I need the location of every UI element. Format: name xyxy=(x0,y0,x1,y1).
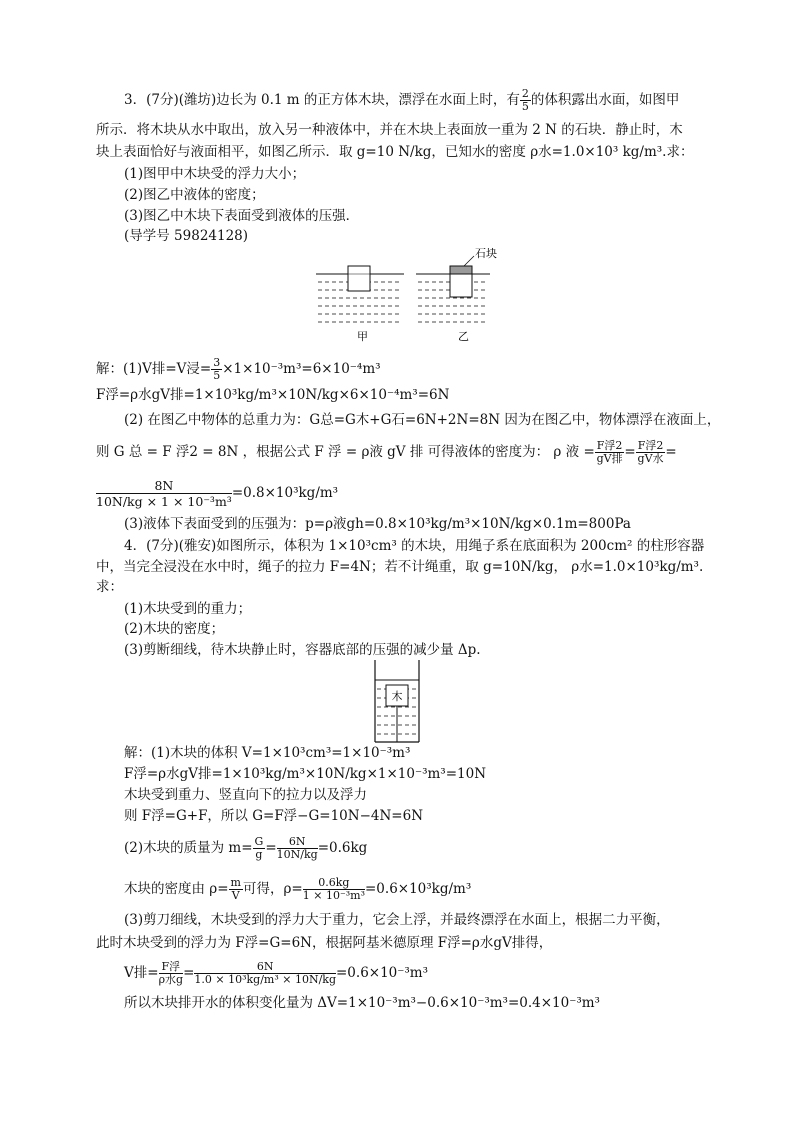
text: V排= xyxy=(124,965,159,981)
figure-b-liquid xyxy=(416,256,490,322)
q4-solution-mass xyxy=(124,836,367,861)
fraction xyxy=(277,836,318,861)
q3-guide-number: (导学号 59824128) xyxy=(124,228,249,244)
q3-solution-2-line-1: (2) 在图乙中物体的总重力为：G总=G木+G石=6N+2N=8N 因为在图乙中，物体漂浮在液面上， xyxy=(124,412,721,428)
q4-figure xyxy=(372,658,422,744)
figure-a-water xyxy=(316,266,404,322)
q3-line-3: 块上表面恰好与液面相平，如图乙所示．取 g=10 N/kg，已知水的密度 ρ水=1.0×10³ kg/m³.求： xyxy=(96,144,694,160)
q4-subquestion-3: (3)剪断细线，待木块静止时，容器底部的压强的减少量 Δp. xyxy=(124,642,481,658)
q3-subquestion-2: (2)图乙中液体的密度； xyxy=(124,187,265,203)
text: 木块的密度由 ρ= xyxy=(124,881,229,897)
figure-b-label: 乙 xyxy=(458,330,469,343)
fraction-numerator: 0.6kg xyxy=(303,877,365,890)
fraction xyxy=(636,440,666,465)
q4-solution-line-2: F浮=ρ水gV排=1×10³kg/m³×10N/kg×1×10⁻³m³=10N xyxy=(124,766,487,782)
fraction-denominator: 1.0 × 10³kg/m³ × 10N/kg xyxy=(194,973,336,986)
figure-b-wood-block xyxy=(450,274,472,297)
q4-heading: 4．(7分)(雅安)如图所示，体积为 1×10³cm³ 的木块，用绳子系在底面积为 200cm² 的柱形容器 xyxy=(124,538,705,554)
text: 可得，ρ= xyxy=(242,881,303,897)
q3-line-2: 所示．将木块从水中取出，放入另一种液体中，并在木块上表面放一重为 2 N 的石块．静止时，木 xyxy=(96,122,683,138)
q3-solution-2-line-3 xyxy=(96,478,338,509)
text: ×1×10⁻³m³=6×10⁻⁴m³ xyxy=(222,361,381,377)
text: = xyxy=(183,965,195,981)
q3-heading-text-b: 的体积露出水面，如图甲 xyxy=(530,92,680,108)
text: 解：(1)V排=V浸= xyxy=(96,361,212,377)
figure-b-stone xyxy=(450,266,472,274)
q4-solution-3-line-1: (3)剪刀细线，木块受到的浮力大于重力，它会上浮，并最终漂浮在水面上，根据二力平衡， xyxy=(124,912,670,928)
fraction-denominator: gV水 xyxy=(637,452,664,465)
fraction-denominator: 10N/kg xyxy=(276,848,318,861)
q3-solution-1-line-2: F浮=ρ水gV排=1×10³kg/m³×10N/kg×6×10⁻⁴m³=6N xyxy=(96,387,450,403)
fraction xyxy=(211,357,222,382)
fraction-numerator: 6N xyxy=(194,961,336,974)
fraction-denominator: g xyxy=(255,848,263,861)
q3-figure xyxy=(312,244,497,344)
q4-line-2: 中，当完全浸没在水中时，绳子的拉力 F=4N；若不计绳重，取 g=10N/kg， ρ水=1.0×10³kg/m³. xyxy=(96,559,704,575)
fraction-numerator: 6N xyxy=(277,836,318,849)
figure-a-wood-block xyxy=(348,266,370,291)
q4-solution-line-4: 则 F浮=G+F，所以 G=F浮−G=10N−4N=6N xyxy=(124,808,424,824)
figure-a-label: 甲 xyxy=(357,330,368,343)
fraction-denominator: 1 × 10⁻³m³ xyxy=(302,889,365,902)
fraction-numerator: 2 xyxy=(521,87,529,100)
stone-label: 石块 xyxy=(475,247,497,260)
fraction xyxy=(253,836,266,861)
q4-solution-3-volume xyxy=(124,961,428,986)
text: =0.6×10⁻³m³ xyxy=(336,965,429,981)
fraction-numerator: F浮2 xyxy=(637,439,664,452)
fraction-denominator: V xyxy=(231,889,240,902)
fraction xyxy=(595,440,625,465)
q4-line-3: 求： xyxy=(96,579,123,595)
fraction-denominator: ρ水g xyxy=(158,973,184,986)
q3-solution-3: (3)液体下表面受到的压强为：p=ρ液gh=0.8×10³kg/m³×10N/kg×0.1m=800Pa xyxy=(124,516,631,532)
fraction-denominator: 10N/kg × 1 × 10⁻³m³ xyxy=(96,494,232,509)
q3-heading-fraction xyxy=(520,88,531,113)
q4-subquestion-2: (2)木块的密度； xyxy=(124,621,225,637)
q3-heading xyxy=(124,88,679,113)
q3-subquestion-1: (1)图甲中木块受的浮力大小； xyxy=(124,166,306,182)
q4-solution-line-1: 解：(1)木块的体积 V=1×10³cm³=1×10⁻³m³ xyxy=(124,745,411,761)
fraction-denominator: 5 xyxy=(213,369,221,382)
fraction-denominator: gV排 xyxy=(596,452,623,465)
text: = xyxy=(624,444,636,460)
text: =0.8×10³kg/m³ xyxy=(231,485,339,501)
text: = xyxy=(665,444,677,460)
fraction xyxy=(194,961,336,986)
q3-subquestion-3: (3)图乙中木块下表面受到液体的压强． xyxy=(124,208,360,224)
q4-solution-3-last: 所以木块排开水的体积变化量为 ΔV=1×10⁻³m³−0.6×10⁻³m³=0.4×10⁻³m³ xyxy=(124,995,600,1011)
text: =0.6×10³kg/m³ xyxy=(365,881,472,897)
q4-solution-density xyxy=(124,877,471,902)
fraction xyxy=(96,478,232,509)
text: = xyxy=(265,840,277,856)
text: (2)木块的质量为 m= xyxy=(124,840,253,856)
fraction-numerator: F浮2 xyxy=(596,439,623,452)
fraction-numerator: 3 xyxy=(213,356,221,369)
fraction-numerator: 8N xyxy=(96,478,232,494)
fraction-denominator: 5 xyxy=(521,100,529,113)
fraction xyxy=(229,877,243,902)
fraction-numerator: m xyxy=(230,876,241,889)
fraction xyxy=(159,961,184,986)
text: =0.6kg xyxy=(317,840,368,856)
q4-block-label: 木 xyxy=(391,690,403,703)
fraction-numerator: F浮 xyxy=(159,961,184,974)
text: 则 G 总 = F 浮2 = 8N ，根据公式 F 浮 = ρ液 gV 排 可得液体的密度为： ρ 液 = xyxy=(96,444,595,460)
q3-solution-1 xyxy=(96,357,381,382)
fraction-numerator: G xyxy=(254,835,264,848)
q3-heading-text-a: 3．(7分)(潍坊)边长为 0.1 m 的正方体木块，漂浮在水面上时，有 xyxy=(124,92,520,108)
q4-solution-3-line-2: 此时木块受到的浮力为 F浮=G=6N，根据阿基米德原理 F浮=ρ水gV排得， xyxy=(96,935,553,951)
q4-subquestion-1: (1)木块受到的重力； xyxy=(124,601,252,617)
q4-solution-line-3: 木块受到重力、竖直向下的拉力以及浮力 xyxy=(124,787,367,803)
fraction xyxy=(303,877,365,902)
q3-solution-2-line-2 xyxy=(96,440,677,465)
stone-pointer-line xyxy=(464,256,474,266)
